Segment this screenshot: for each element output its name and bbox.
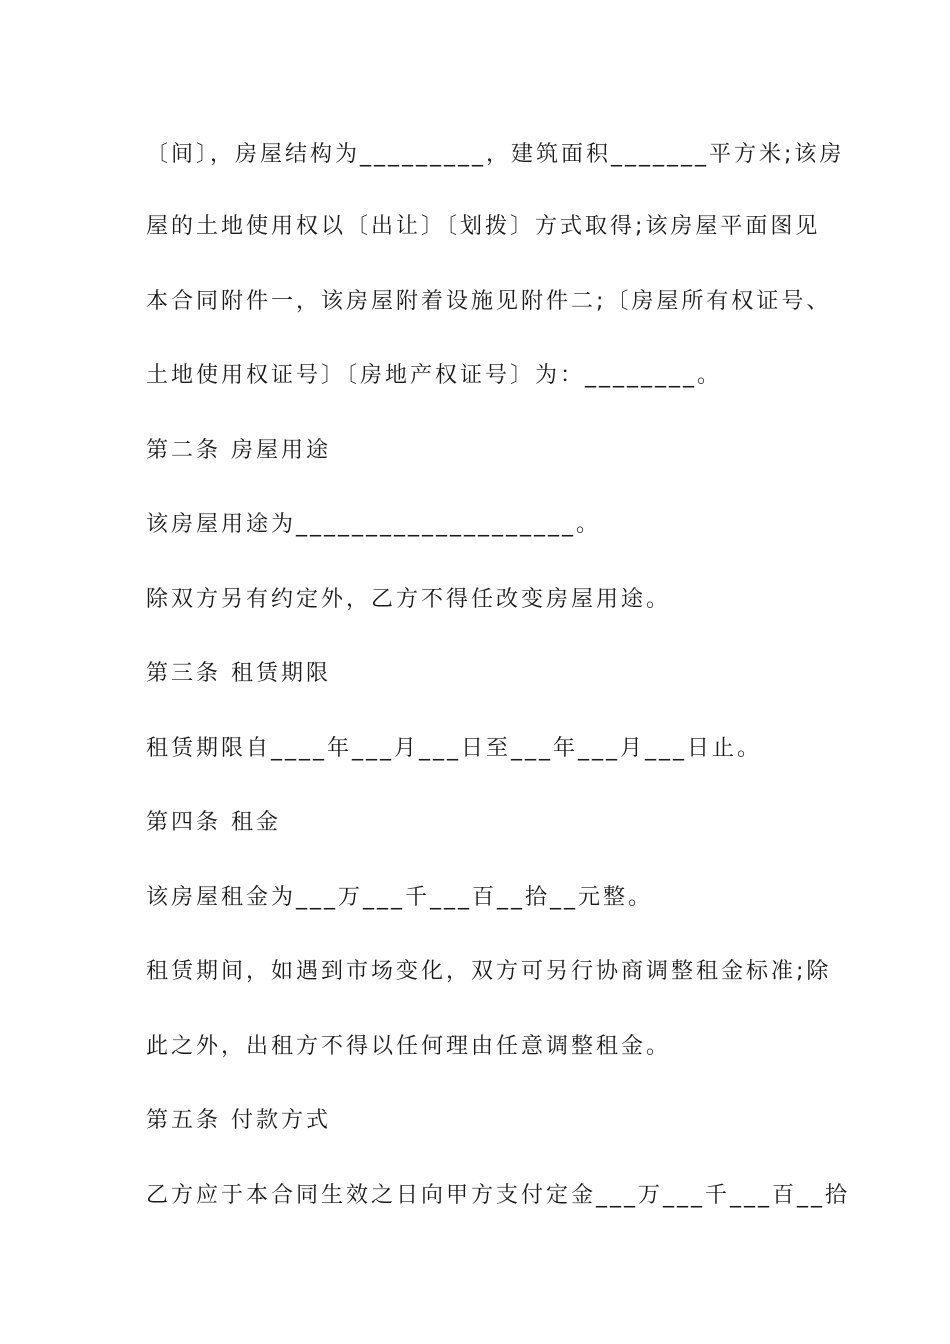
paragraph-line: 本合同附件一，该房屋附着设施见附件二;〔房屋所有权证号、 — [146, 289, 832, 314]
section-heading: 第三条 租赁期限 — [146, 661, 331, 686]
paragraph-line: 除双方另有约定外，乙方不得任改变房屋用途。 — [146, 587, 672, 612]
paragraph-line: 土地使用权证号〕〔房地产权证号〕为：________。 — [146, 363, 723, 388]
paragraph-line: 屋的土地使用权以〔出让〕〔划拨〕方式取得;该房屋平面图见 — [146, 214, 821, 239]
paragraph-line: 租赁期限自____年___月___日至___年___月___日止。 — [146, 736, 763, 761]
section-heading: 第四条 租金 — [146, 810, 281, 835]
paragraph-line: 乙方应于本合同生效之日向甲方支付定金___万___千___百__拾 — [146, 1183, 851, 1208]
paragraph-line: 此之外，出租方不得以任何理由任意调整租金。 — [146, 1034, 672, 1059]
section-heading: 第五条 付款方式 — [146, 1108, 331, 1133]
paragraph-line: 〔间〕，房屋结构为_________，建筑面积_______平方米;该房 — [146, 142, 845, 167]
paragraph-line: 该房屋租金为___万___千___百__拾__元整。 — [146, 885, 654, 910]
section-heading: 第二条 房屋用途 — [146, 438, 331, 463]
paragraph-line: 该房屋用途为____________________。 — [146, 512, 602, 537]
paragraph-line: 租赁期间，如遇到市场变化，双方可另行协商调整租金标准;除 — [146, 959, 832, 984]
